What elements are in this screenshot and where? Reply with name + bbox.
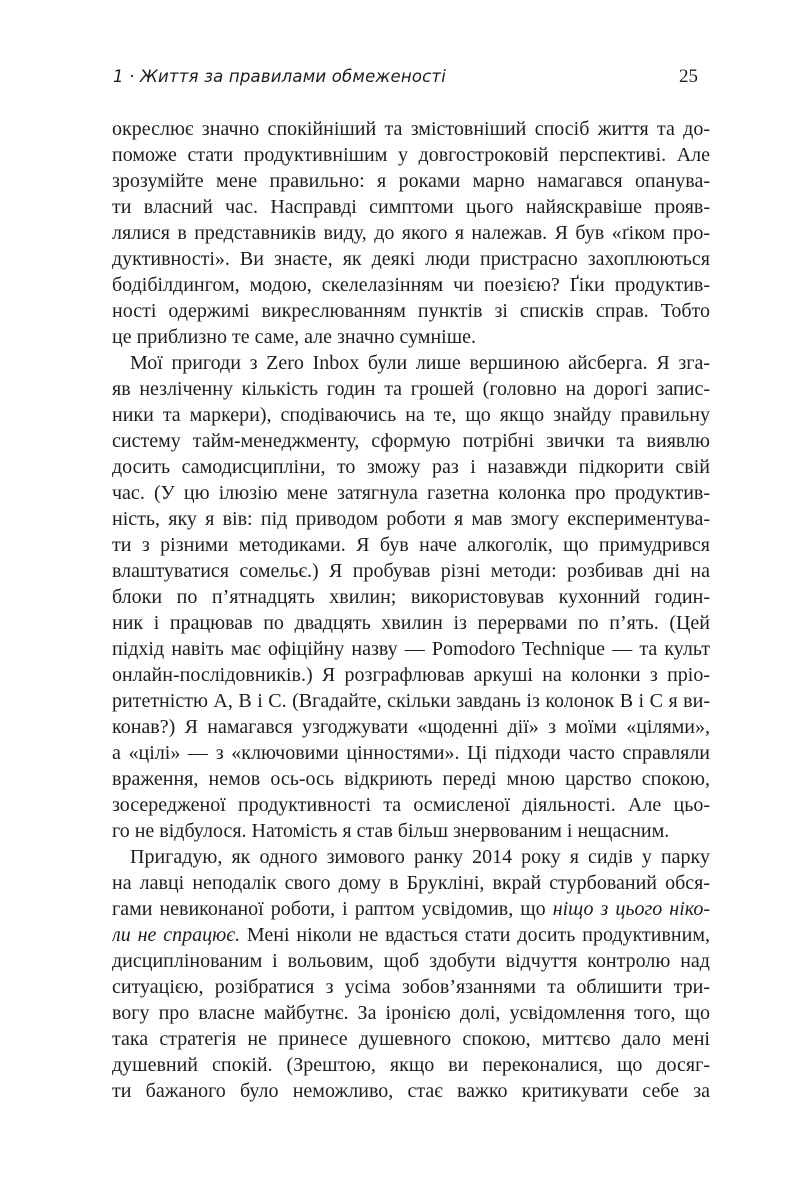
text-line — [112, 610, 710, 636]
text-line — [112, 376, 710, 402]
running-title: 1 · Життя за правилами обмеженості — [113, 67, 446, 86]
text-line — [112, 1026, 710, 1052]
text-segment: го не відбулося. Натомість я став більш знервованим і нещасним. — [112, 820, 670, 842]
page-body — [112, 116, 710, 1104]
text-segment: це приблизно те саме, але значно сумніше. — [112, 326, 476, 348]
text-segment: ситуацією, розібратися з усіма зобов’язаннями та облишити три- — [112, 976, 710, 998]
text-line — [112, 428, 710, 454]
text-line — [112, 584, 710, 610]
text-segment: влаштуватися сомельє.) Я пробував різні методи: розбивав дні на — [112, 560, 710, 582]
text-segment: гами невиконаної роботи, і раптом усвідомив, що — [112, 898, 553, 920]
text-line — [112, 688, 710, 714]
text-segment: ти бажаного було неможливо, стає важко критикувати себе за — [112, 1080, 710, 1102]
text-segment: ник і працював по двадцять хвилин із перервами по п’ять. (Цей — [112, 612, 710, 634]
text-segment: ти з різними методиками. Я був наче алкоголік, що примудрився — [112, 534, 710, 556]
text-segment: душевний спокій. (Зрештою, якщо ви переконалися, що досяг- — [112, 1054, 710, 1076]
text-segment: конав?) Я намагався узгоджувати «щоденні дії» з моїми «цілями», — [112, 716, 710, 738]
text-line — [112, 1000, 710, 1026]
text-segment: вогу про власне майбутнє. За іронією долі, усвідомлення того, що — [112, 1002, 710, 1024]
page-number: 25 — [679, 66, 698, 87]
text-segment: ти власний час. Насправді симптоми цього найяскравіше прояв- — [112, 196, 710, 218]
text-line — [112, 194, 710, 220]
text-segment: Мені ніколи не вдасться стати досить продуктивним, — [239, 924, 710, 946]
text-segment: зосередженої продуктивності та осмисленої діяльності. Але цьо- — [112, 794, 710, 816]
text-line — [112, 1052, 710, 1078]
text-segment: дуктивності». Ви знаєте, як деякі люди пристрасно захоплюються — [112, 248, 710, 270]
text-line — [112, 168, 710, 194]
text-segment: онлайн-послідовників.) Я розграфлював аркуші на колонки з пріо- — [112, 664, 710, 686]
text-segment: систему тайм-менеджменту, сформую потрібні звички та виявлю — [112, 430, 710, 452]
text-line — [112, 116, 710, 142]
text-line — [112, 272, 710, 298]
text-line — [112, 974, 710, 1000]
text-line — [112, 740, 710, 766]
paragraph — [112, 116, 710, 350]
text-line — [112, 532, 710, 558]
text-segment: ності одержимі викреслюванням пунктів зі списків справ. Тобто — [112, 300, 710, 322]
text-segment: Мої пригоди з Zero Inbox були лише вершиною айсберга. Я зга- — [130, 352, 710, 374]
text-segment: час. (У цю ілюзію мене затягнула газетна колонка про продуктив- — [112, 482, 710, 504]
text-line — [112, 454, 710, 480]
text-segment: ність, яку я вів: під приводом роботи я мав змогу експериментува- — [112, 508, 710, 530]
text-line — [112, 714, 710, 740]
text-segment: така стратегія не принесе душевного спокою, миттєво дало мені — [112, 1028, 710, 1050]
text-line — [112, 1078, 710, 1104]
text-segment: блоки по п’ятнадцять хвилин; використовував кухонний годин- — [112, 586, 710, 608]
text-line — [112, 896, 710, 922]
italic-text-segment: ніщо з цього ніко- — [552, 898, 710, 920]
text-segment: дисциплінованим і вольовим, щоб здобути відчуття контролю над — [112, 950, 710, 972]
text-line — [112, 298, 710, 324]
text-segment: ники та маркери), сподіваючись на те, що якщо знайду правильну — [112, 404, 710, 426]
text-segment: ритетністю A, B і C. (Вгадайте, скільки завдань із колонок B і C я ви- — [112, 690, 710, 712]
text-line — [112, 324, 710, 350]
text-line — [112, 246, 710, 272]
text-line — [112, 818, 710, 844]
text-segment: бодібілдингом, модою, скелелазінням чи поезією? Ґіки продуктив- — [112, 274, 710, 296]
text-segment: лялися в представників виду, до якого я належав. Я був «ґіком про- — [112, 222, 710, 244]
text-line — [112, 220, 710, 246]
text-line — [112, 402, 710, 428]
text-segment: яв незліченну кількість годин та грошей (головно на дорогі запис- — [112, 378, 710, 400]
text-line — [112, 766, 710, 792]
text-line — [112, 922, 710, 948]
paragraph — [112, 350, 710, 844]
text-segment: окреслює значно спокійніший та змістовніший спосіб життя та до- — [112, 118, 710, 140]
text-segment: підхід навіть має офіційну назву — Pomodoro Technique — та культ — [112, 638, 710, 660]
text-segment: досить самодисципліни, то зможу раз і назавжди підкорити свій — [112, 456, 710, 478]
text-line — [112, 870, 710, 896]
text-line — [112, 480, 710, 506]
text-line — [112, 844, 710, 870]
text-line — [112, 948, 710, 974]
text-segment: поможе стати продуктивнішим у довгостроковій перспективі. Але — [112, 144, 710, 166]
text-segment: враження, немов ось-ось відкриють переді мною царство спокою, — [112, 768, 710, 790]
text-segment: Пригадую, як одного зимового ранку 2014 року я сидів у парку — [130, 846, 710, 868]
text-line — [112, 662, 710, 688]
paragraph — [112, 844, 710, 1104]
text-segment: на лавці неподалік свого дому в Брукліні, вкрай стурбований обся- — [112, 872, 710, 894]
text-line — [112, 142, 710, 168]
page-header — [113, 66, 711, 88]
text-line — [112, 350, 710, 376]
text-segment: а «цілі» — з «ключовими цінностями». Ці підходи часто справляли — [112, 742, 710, 764]
text-segment: зрозумійте мене правильно: я роками марно намагався опанува- — [112, 170, 710, 192]
text-line — [112, 506, 710, 532]
text-line — [112, 792, 710, 818]
italic-text-segment: ли не спрацює. — [112, 924, 240, 946]
text-line — [112, 558, 710, 584]
text-line — [112, 636, 710, 662]
